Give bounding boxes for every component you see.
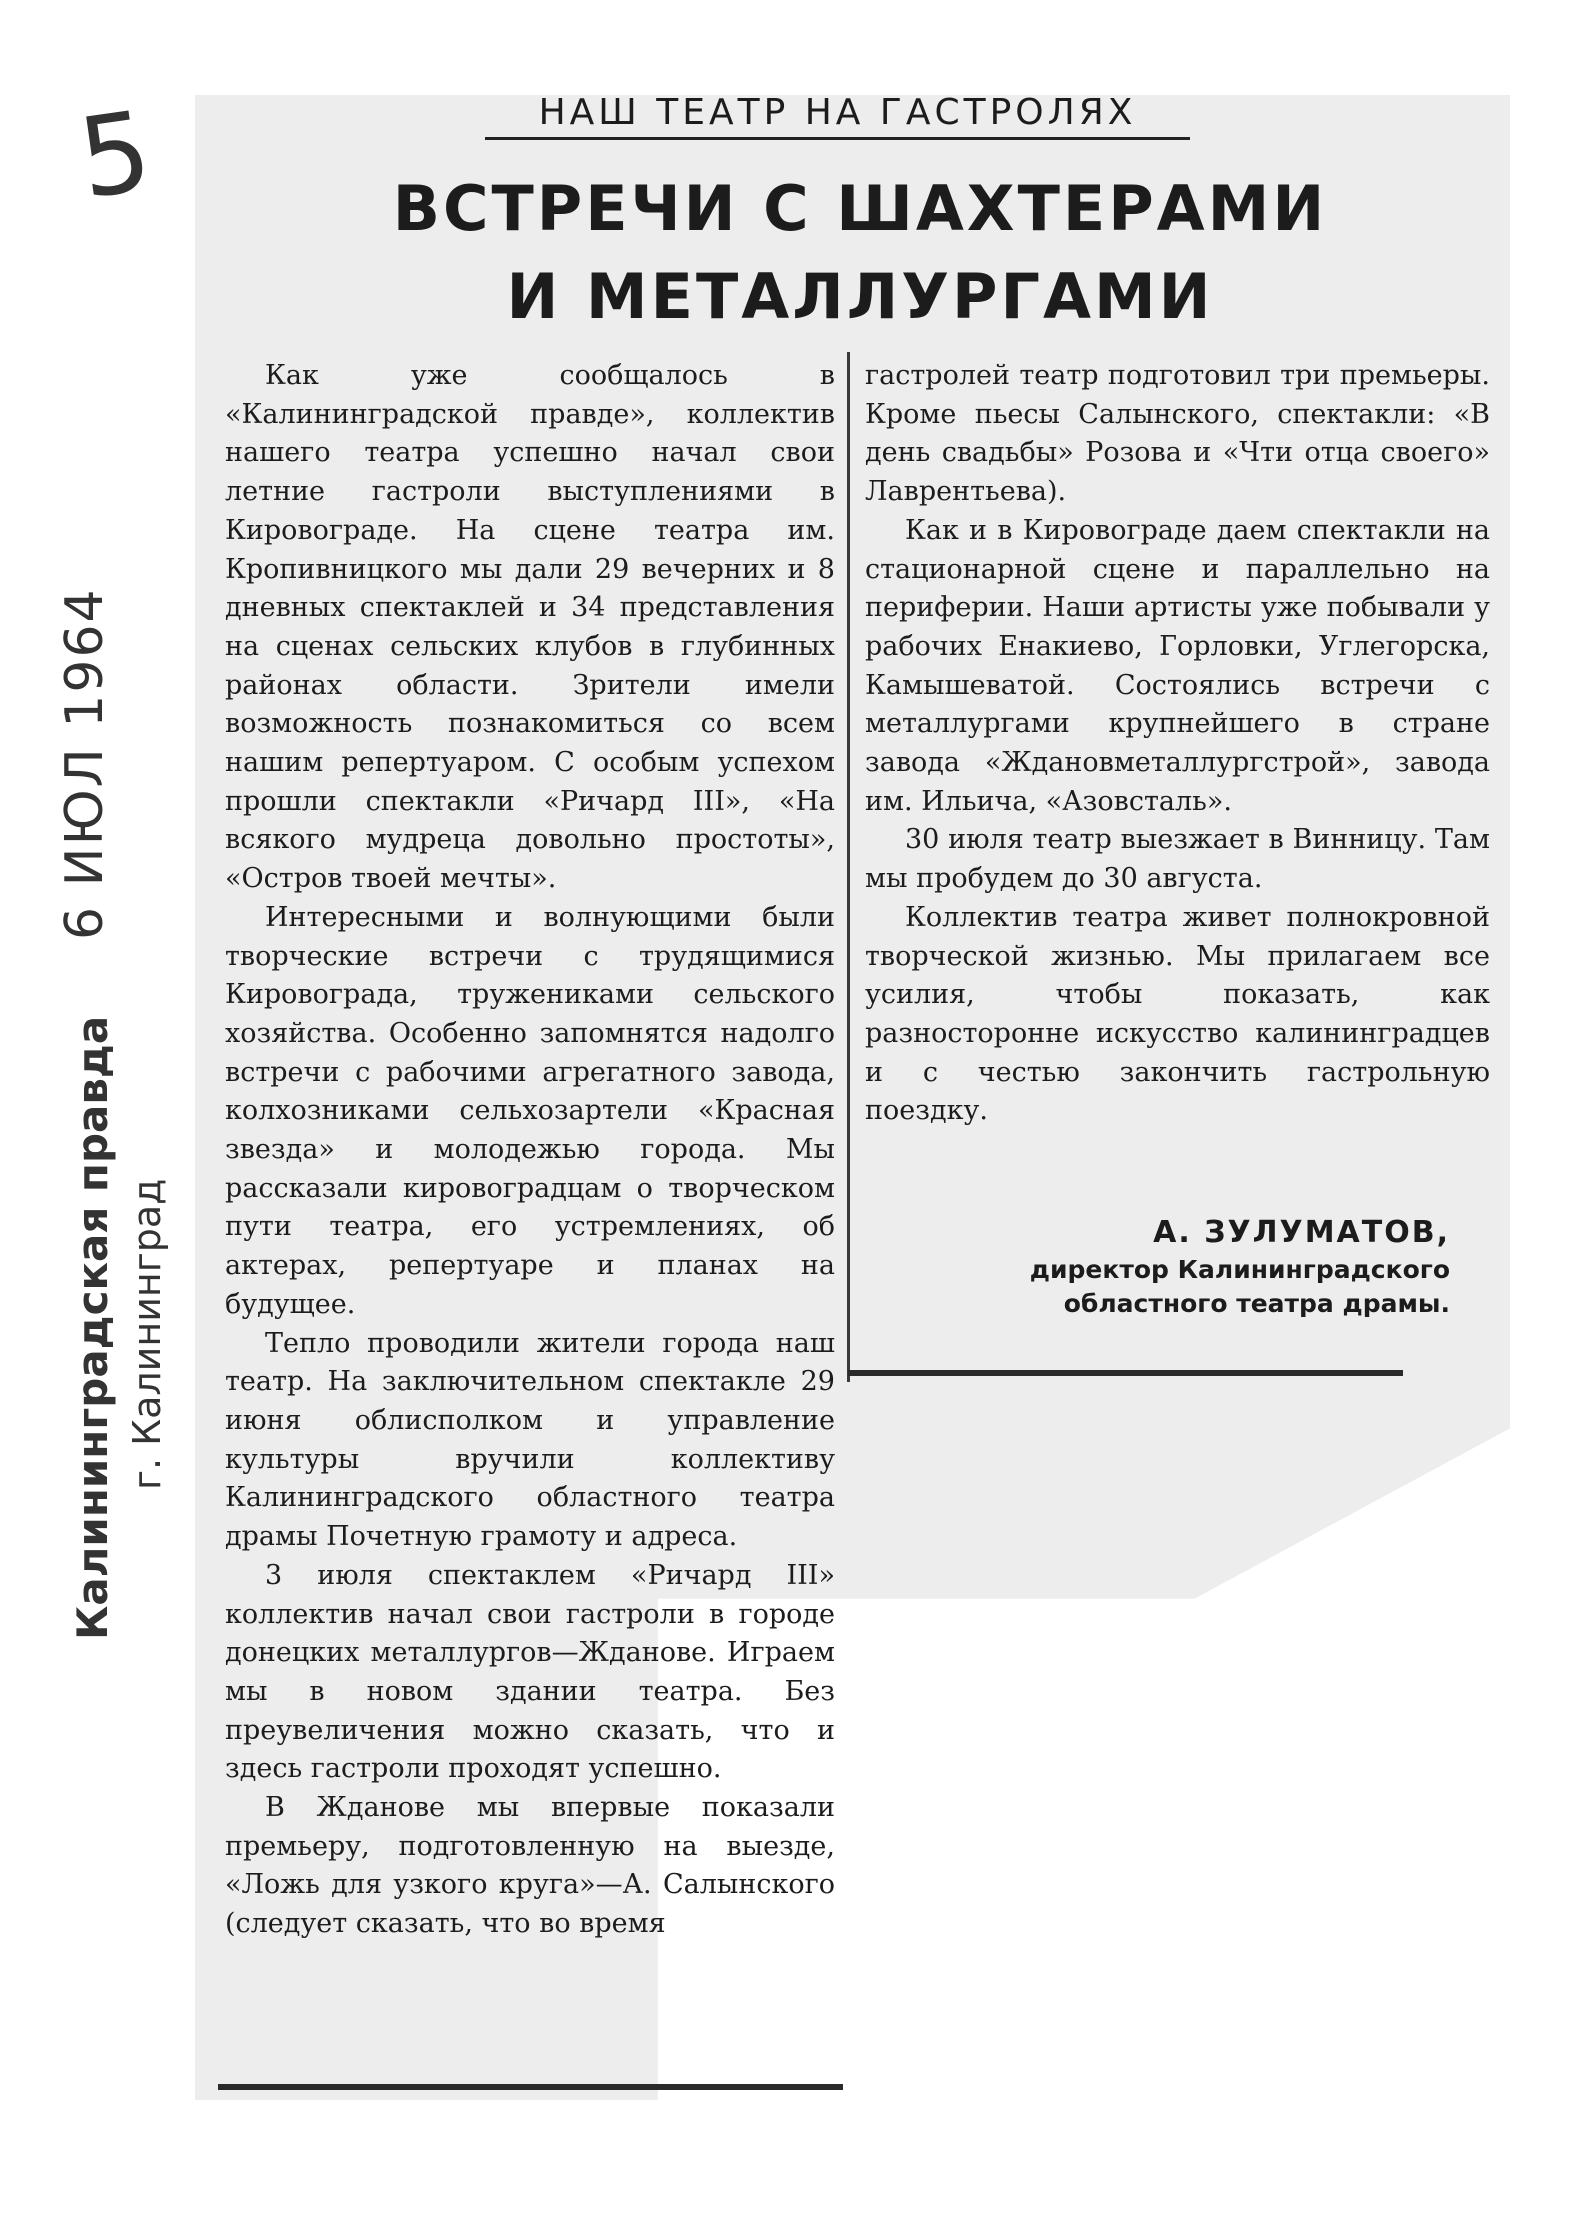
bottom-rule-right [848,1370,1403,1376]
paragraph: Как уже сообщалось в «Калининградской правде», коллектив нашего театра успешно начал свои летние гастроли выступлениями в Кировограде. На сцене театра им. Кропивницкого мы дали 29 вечерних и 8 дневных спектаклей и 34 представления на сценах сельских клубов в глубинных районах области. Зрители имели возможность познакомиться со всем нашим репертуаром. С особым успехом прошли спектакли «Ричард III», «На всякого мудреца довольно простоты», «Остров твоей мечты». [225,360,835,895]
archive-number: 5 [71,86,159,224]
author-name: А. ЗУЛУМАТОВ, [1153,1215,1450,1250]
paragraph: гастролей театр подготовил три премьеры. Кроме пьесы Салынского, спектакли: «В день свадьбы» Розова и «Чти отца своего» Лаврентьева). [865,360,1490,508]
author-role-line-1: директор Калининградского [1029,1255,1450,1284]
column-divider [847,352,850,1382]
bottom-rule-left [218,2084,843,2090]
paragraph: Интересными и волнующими были творческие встречи с трудящимися Кировограда, тружениками сельского хозяйства. Особенно запомнятся надолго встречи с рабочими агрегатного завода, колхозниками сельхозартели «Красная звезда» и молодежью города. Мы рассказали кировоградцам о творческом пути театра, его устремлениях, об актерах, репертуаре и планах на будущее. [225,901,835,1320]
article-signature [880,1213,1450,1321]
article-column-left [225,357,835,1944]
paragraph: Коллектив театра живет полнокровной творческой жизнью. Мы прилагаем все усилия, чтобы показать, как разносторонне искусство калининградцев и с честью закончить гастрольную поездку. [865,901,1490,1127]
date-stamp: 6 ИЮЛ 1964 [55,587,115,940]
paragraph: Тепло проводили жители города наш театр. На заключительном спектакле 29 июня облисполком и управление культуры вручили коллективу Калининградского областного театра драмы Почетную грамоту и адреса. [225,1327,835,1553]
headline-line-2: И МЕТАЛЛУРГАМИ [506,260,1214,333]
section-rubric: НАШ ТЕАТР НА ГАСТРОЛЯХ [485,92,1190,140]
source-stamp: Калининградская правда [68,1015,117,1640]
article-headline [215,165,1505,341]
paragraph: В Жданове мы впервые показали премьеру, подготовленную на выезде, «Ложь для узкого круга»—А. Салынского (следует сказать, что во время [225,1792,835,1940]
article-column-right [865,357,1490,1131]
paragraph: 3 июля спектаклем «Ричард III» коллектив начал свои гастроли в городе донецких металлургов—Жданове. Играем мы в новом здании театра. Без преувеличения можно сказать, что и здесь гастроли проходят успешно. [225,1559,835,1785]
paragraph: Как и в Кировограде даем спектакли на стационарной сцене и параллельно на периферии. Наши артисты уже побывали у рабочих Енакиево, Горловки, Углегорска, Камышеватой. Состоялись встречи с металлургами крупнейшего в стране завода «Ждановметаллургстрой», завода им. Ильича, «Азовсталь». [865,514,1490,817]
headline-line-1: ВСТРЕЧИ С ШАХТЕРАМИ [392,172,1328,245]
paragraph: 30 июля театр выезжает в Винницу. Там мы пробудем до 30 августа. [865,824,1490,895]
author-role-line-2: областного театра драмы. [1063,1289,1450,1318]
city-stamp: г. Калининград [125,1178,169,1490]
